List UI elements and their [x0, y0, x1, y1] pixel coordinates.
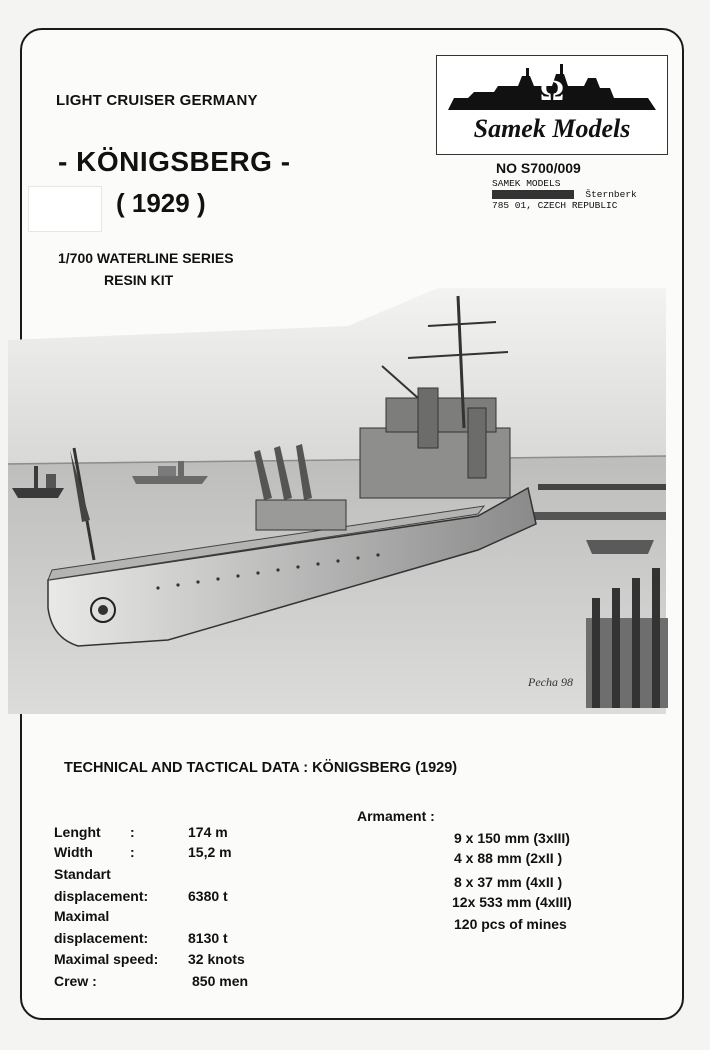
spec-label-length: Lenght [54, 824, 101, 840]
warship-illustration [8, 288, 670, 718]
armament-item: 9 x 150 mm (3xIII) [454, 830, 570, 846]
spec-value-std-displacement: 6380 t [188, 888, 228, 904]
ship-name-title: - KÖNIGSBERG - [58, 146, 291, 177]
ship-class-subtitle: LIGHT CRUISER GERMANY [56, 92, 258, 109]
spec-value-max-displacement: 8130 t [188, 930, 228, 946]
armament-item: 4 x 88 mm (2xII ) [454, 850, 563, 866]
spec-sep-length: : [130, 824, 135, 840]
address-line2 [492, 189, 642, 200]
tech-heading: TECHNICAL AND TACTICAL DATA : KÖNIGSBERG (1929) [64, 760, 458, 776]
spec-value-crew: 850 men [192, 973, 249, 989]
spec-label-width: Width [54, 844, 93, 860]
scale-series: 1/700 WATERLINE SERIES [58, 250, 234, 266]
blank-label-box [28, 186, 102, 232]
armament-item: 8 x 37 mm (4xII ) [454, 874, 563, 890]
svg-text:Ω: Ω [539, 74, 565, 107]
address-line1: SAMEK MODELS [492, 178, 561, 189]
artist-signature: Pecha 98 [528, 675, 573, 689]
redacted-street [492, 190, 574, 199]
address-line3: 785 01, CZECH REPUBLIC [492, 200, 618, 211]
sky [8, 288, 666, 478]
spec-value-width: 15,2 m [188, 844, 232, 860]
armament-item: 120 pcs of mines [454, 916, 567, 932]
armament-item: 12x 533 mm (4xIII) [452, 894, 572, 910]
catalog-number: NO S700/009 [496, 160, 581, 176]
kit-type: RESIN KIT [104, 272, 174, 288]
armament-title: Armament : [357, 808, 435, 824]
spec-label-std-displacement: displacement: [54, 888, 149, 904]
spec-label-max-displacement: displacement: [54, 930, 149, 946]
spec-label-crew: Crew : [54, 973, 97, 989]
spec-sep-width: : [130, 844, 135, 860]
spec-label-speed: Maximal speed: [54, 951, 159, 967]
spec-label-maximal: Maximal [54, 908, 110, 924]
brand-address [492, 178, 642, 211]
address-city: Šternberk [585, 189, 637, 200]
brand-name: Samek Models [473, 114, 631, 143]
brand-logo [436, 55, 668, 155]
ship-year: ( 1929 ) [116, 188, 206, 218]
spec-label-standard: Standart [54, 866, 111, 882]
spec-value-length: 174 m [188, 824, 228, 840]
spec-value-speed: 32 knots [188, 951, 245, 967]
